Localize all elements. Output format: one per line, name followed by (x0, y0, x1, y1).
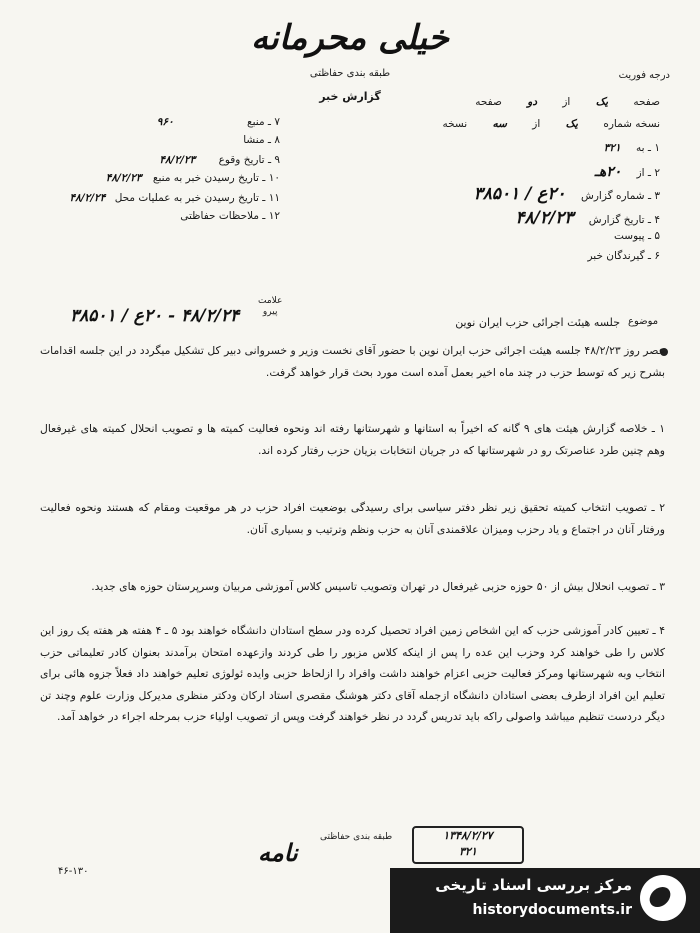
field-security-notes: ۱۲ ـ ملاحظات حفاظتی (180, 210, 280, 222)
field-recipients: ۶ ـ گیرندگان خبر (587, 250, 660, 262)
subject-margin-mark: علامت (258, 296, 283, 306)
subject-label: موضوع (628, 316, 659, 327)
field-origin: ۸ ـ منشا (243, 134, 280, 146)
field-report-date: ۴ ـ تاریخ گزارش ۴۸/۲/۲۳ (515, 208, 660, 228)
field-received-by-source: ۱۰ ـ تاریخ رسیدن خبر به منبع ۴۸/۲/۲۳ (105, 172, 280, 184)
field-copy-number: نسخه شماره یک از سه نسخه (442, 118, 660, 130)
body-paragraph-intro: عصر روز ۴۸/۲/۲۳ جلسه هیئت اجرائی حزب ایران نوین با حضور آقای نخست وزیر و خسروانی دبیر کل تشکیل میگردد در این جلسه اقدامات بشرح زیر که توسط حزب در چند ماه اخیر بعمل آمده است مورد بحث قرار خواهد گرفت. (40, 344, 665, 379)
page-number: ۴۶-۱۳۰ (58, 866, 89, 877)
report-title: گزارش خبر (319, 90, 381, 103)
classification-label: طبقه بندی حفاظتی (309, 68, 391, 79)
subject-margin-follow: پیرو (262, 307, 278, 317)
field-attachment: ۵ ـ پیوست (613, 230, 660, 242)
receipt-stamp (412, 826, 524, 864)
body-paragraph-item-3: ۳ ـ تصویب انحلال بیش از ۵۰ حوزه حزبی غیرفعال در تهران وتصویب تاسیس کلاس آموزشی مربیان وسرپرستان حوزه های جدید. (91, 580, 665, 593)
receipt-stamp-date: ۱۳۴۸/۲/۲۷ (443, 829, 493, 842)
bottom-handwritten: نامه (258, 838, 298, 867)
field-report-number: ۳ ـ شماره گزارش ۲۰ع / ۳۸۵۰۱ (473, 184, 660, 204)
urgency-label: درجه فوریت (618, 70, 670, 81)
field-received-by-operations: ۱۱ ـ تاریخ رسیدن خبر به عملیات محل ۴۸/۲/۲۴ (69, 192, 280, 204)
field-to: ۱ ـ به ۳۲۱ (603, 142, 660, 154)
body-paragraph-item-2: ۲ ـ تصویب انتخاب کمیته تحقیق زیر نظر دفتر سیاسی برای رسیدگی بوضعیت افراد حزب در هر موقعیت ومقام که هستند ونحوه فعالیت ورفتار آنان در اجتماع و یاد رحزب ومیزان علاقمندی آنان به حزب ونظم وترتیب و بسیاری آنان. (40, 501, 665, 536)
watermark-bar (390, 868, 700, 933)
watermark-title: مرکز بررسی اسناد تاریخی (435, 876, 632, 894)
field-occurrence-date: ۹ ـ تاریخ وقوع ۴۸/۲/۲۳ (159, 154, 280, 166)
subject-text: جلسه هیئت اجرائی حزب ایران نوین (455, 316, 620, 329)
logo-icon (640, 875, 686, 921)
field-source: ۷ ـ منبع ۹۶۰ (156, 116, 280, 128)
field-page: صفحه یک از دو صفحه (475, 96, 660, 108)
subject-margin (258, 296, 282, 318)
field-from: ۲ ـ از ۲۰هـ (594, 164, 660, 180)
bottom-classification: طبقه بندی حفاظتی (320, 832, 393, 842)
body-paragraph-item-4: ۴ ـ تعیین کادر آموزشی حزب که این اشخاص زمین افراد تحصیل کرده ودر سطح استادان دانشگاه خواهند بود ۵ ـ ۴ هفته هر هفته یک روز این کلاس را طی خواهند کرد وحزب این عده را پس از اینکه کلاس مزبور را طی کردند وازعهده امتحان برآمدند بعنوان کادر تعلیماتی حزب انتخاب وبه شهرستانها ومرکز فعالیت حزبی اعزام خواهند داشت وافراد را ازلحاظ حزبی وایده ئولوژی تعلیم خواهند داد فعلاً جزوه هائی برای تعلیم این افراد ازطرف بعضی استادان دانشگاه ازجمله آقای دکتر هوشنگ مقصری استاد ارکان ودکتر منظری مدیرکل وزارت علوم وچند تن دیگر دردست تنظیم میباشد واصولی راکه باید تدریس گردد در نظر خواهند گرفت وپس از تصویب اولیاء حزب بمرحله اجراء در خواهد آمد. (40, 624, 665, 723)
subject-handwritten-ref: ۴۸/۲/۲۴ - ۲۰ع / ۳۸۵۰۱ (70, 306, 240, 326)
receipt-stamp-number: ۳۲۱ (459, 845, 477, 858)
classification-stamp-top: خیلی محرمانه (251, 18, 449, 58)
body-paragraph-item-1: ۱ ـ خلاصه گزارش هیئت های ۹ گانه که اخیراً به استانها و شهرستانها رفته اند ونحوه فعالیت کمیته ها و تصویب انحلال کمیته های غیرفعال وهم چنین طرد عناصرتک رو در شهرستانها که در جریان انتخابات بزیان حزب رفتار کرده اند. (40, 422, 665, 457)
watermark-url: historydocuments.ir (472, 902, 632, 918)
